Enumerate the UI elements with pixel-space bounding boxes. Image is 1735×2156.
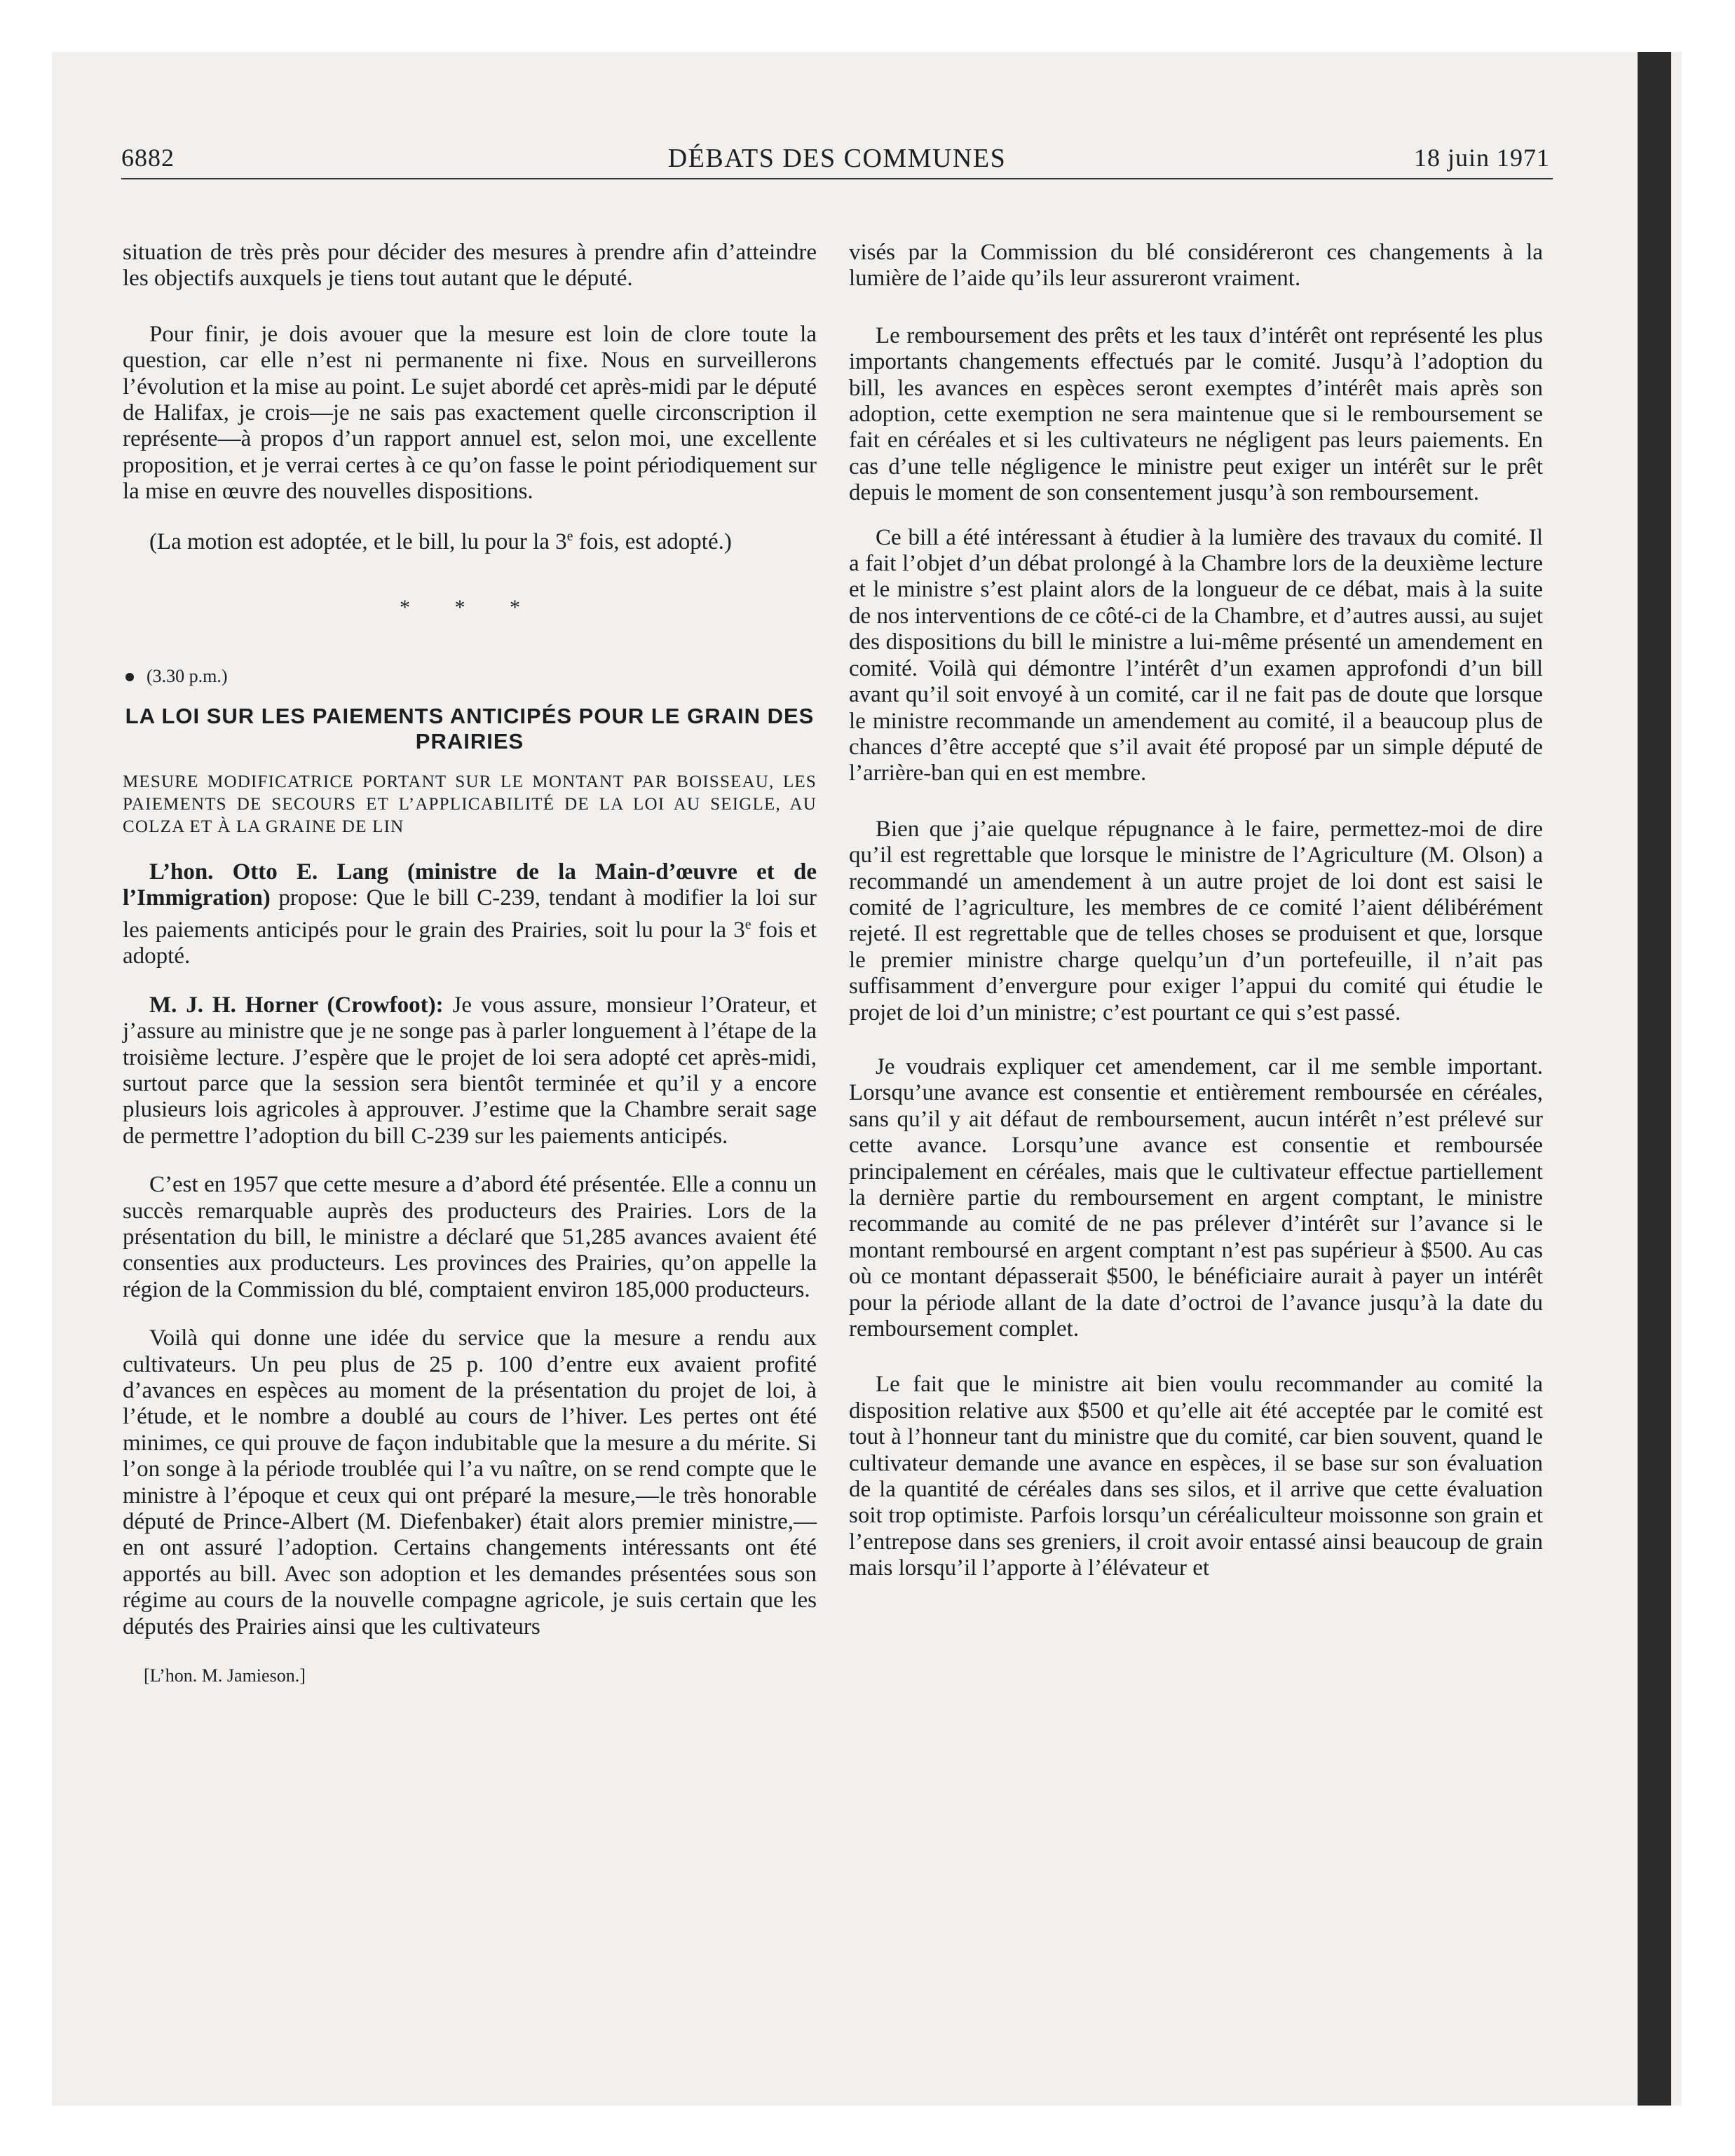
time-stamp: (3.30 p.m.) — [123, 666, 817, 687]
paragraph: C’est en 1957 que cette mesure a d’abord été présentée. Elle a connu un succès remarquable auprès des producteurs des Prairies. Lors de la présentation du bill, le ministre a déclaré que 51,285 avances avaient été consenties aux producteurs. Les provinces des Prairies, qu’on appelle la région de la Commission du blé, comptaient environ 185,000 producteurs. — [123, 1172, 817, 1302]
paragraph: Le fait que le ministre ait bien voulu recommander au comité la disposition relative aux $500 et qu’elle ait été acceptée par le comité est tout à l’honneur tant du ministre que du comité, car bien souvent, quand le cultivateur demande une avance en espèces, il se base sur son évaluation de la quantité de céréales dans ses silos, et il arrive que cette évaluation soit trop optimiste. Parfois lorsqu’un céréaliculteur moissonne son grain et l’entrepose dans ses greniers, il croit avoir entassé ainsi beaucoup de grain mais lorsqu’il l’apporte à l’élévateur et — [849, 1372, 1543, 1581]
paragraph: situation de très près pour décider des mesures à prendre afin d’atteindre les objectifs auxquels je tiens tout autant que le député. — [123, 240, 817, 292]
paragraph: Le remboursement des prêts et les taux d’intérêt ont représenté les plus importants changements effectués par le comité. Jusqu’à l’adoption du bill, les avances en espèces seront exemptes d’intérêt mais après son adoption, cette exemption ne sera maintenue que si le remboursement se fait en céréales et si les cultivateurs ne négligent pas leurs paiements. En cas d’une telle négligence le ministre peut exiger un intérêt sur le prêt depuis le moment de son consentement jusqu’à son remboursement. — [849, 322, 1543, 506]
speaker-name: L’hon. Otto E. Lang (ministre de la Main-d’œuvre et de l’Immigration) — [123, 859, 817, 911]
section-subheading: MESURE MODIFICATRICE PORTANT SUR LE MONTANT PAR BOISSEAU, LES PAIEMENTS DE SECOURS ET L’APPLICABILITÉ DE LA LOI AU SEIGLE, AU COLZA ET À LA GRAINE DE LIN — [123, 772, 817, 837]
speaker-footnote: [L’hon. M. Jamieson.] — [144, 1665, 306, 1686]
right-column — [849, 240, 1543, 1582]
left-column — [123, 240, 817, 1686]
paragraph: Je voudrais expliquer cet amendement, car il me semble important. Lorsqu’une avance est consentie et entièrement remboursée en céréales, sans qu’il y ait défaut de remboursement, aucun intérêt n’est prélevé sur cette avance. Lorsqu’une avance est consentie et remboursée principalement en céréales, mais que le cultivateur effectue partiellement la dernière partie du remboursement en argent comptant, le ministre recommande au comité de ne pas prélever d’intérêt sur l’avance si le montant remboursé en argent comptant n’est pas supérieur à $500. Au cas où ce montant dépasserait $500, le bénéficiaire aurait à payer un intérêt pour la période allant de la date d’octroi de l’avance jusqu’à la date du remboursement complet. — [849, 1053, 1543, 1342]
motion-result: (La motion est adoptée, et le bill, lu pour la 3e fois, est adopté.) — [149, 528, 732, 554]
paragraph: Ce bill a été intéressant à étudier à la lumière des travaux du comité. Il a fait l’objet d’un débat prolongé à la Chambre lors de la deuxième lecture et le ministre s’est plaint alors de la longueur de ce débat, mais à la suite de nos interventions de ce côté-ci de la Chambre, et d’autres aussi, au sujet des dispositions du bill le ministre a lui-même présenté un amendement en comité. Voilà qui démontre l’intérêt d’un examen approfondi d’un bill avant qu’il soit envoyé à un comité, car il ne fait pas de doute que lorsque le ministre recommande un amendement au comité, il a beaucoup plus de chances d’être accepté que s’il avait été proposé par un simple député de l’arrière-ban qui en est membre. — [849, 524, 1543, 786]
paragraph: M. J. H. Horner (Crowfoot): Je vous assure, monsieur l’Orateur, et j’assure au ministre que je ne songe pas à parler longuement à l’étape de la troisième lecture. J’espère que le projet de loi sera adopté cet après-midi, surtout parce que la session sera bientôt terminée et qu’il y a encore plusieurs lois agricoles à approuver. J’estime que la Chambre serait sage de permettre l’adoption du bill C-239 sur les paiements anticipés. — [123, 992, 817, 1149]
paragraph: L’hon. Otto E. Lang (ministre de la Main-d’œuvre et de l’Immigration) propose: Que le bill C-239, tendant à modifier la loi sur les paiements anticipés pour le grain des Prairies, soit lu pour la 3e fois et adopté. — [123, 859, 817, 969]
bullet-icon — [125, 673, 134, 681]
paragraph: visés par la Commission du blé considéreront ces changements à la lumière de l’aide qu’ils leur assureront vraiment. — [849, 240, 1543, 292]
section-separator: * * * — [400, 596, 540, 620]
page-date: 18 juin 1971 — [1413, 144, 1550, 172]
paragraph: Voilà qui donne une idée du service que la mesure a rendu aux cultivateurs. Un peu plus de 25 p. 100 d’entre eux avaient profité d’avances en espèces au moment de la présentation du projet de loi, à l’étude, et le nombre a doublé au cours de l’hiver. Les pertes ont été minimes, ce qui prouve de façon indubitable que la mesure a du mérite. Si l’on songe à la période troublée qui l’a vu naître, on se rend compte que le ministre à l’époque et ceux qui ont préparé la mesure,—le très honorable député de Prince-Albert (M. Diefenbaker) était alors premier ministre,—en ont assuré l’adoption. Certains changements intéressants ont été apportés au bill. Avec son adoption et les demandes présentées sous son régime au cours de la nouvelle compagne agricole, je suis certain que les députés des Prairies ainsi que les cultivateurs — [123, 1325, 817, 1639]
running-header — [121, 143, 1553, 179]
journal-title: DÉBATS DES COMMUNES — [667, 144, 1007, 173]
paragraph: Bien que j’aie quelque répugnance à le faire, permettez-moi de dire qu’il est regrettable que lorsque le ministre de l’Agriculture (M. Olson) a recommandé un amendement à un autre projet de loi dont est saisi le comité de l’agriculture, les membres de ce comité l’aient délibérément rejeté. Il est regrettable que de telles choses se produisent et que, lorsque le premier ministre charge quelqu’un d’un portefeuille, il n’ait pas suffisamment d’envergure pour exiger l’appui du comité qui étudie le projet de loi d’un ministre; c’est pourtant ce qui s’est passé. — [849, 816, 1543, 1025]
section-heading: LA LOI SUR LES PAIEMENTS ANTICIPÉS POUR LE GRAIN DES PRAIRIES — [125, 704, 815, 754]
scan-edge-bar — [1638, 52, 1671, 2106]
page-number: 6882 — [121, 144, 175, 172]
paragraph: Pour finir, je dois avouer que la mesure est loin de clore toute la question, car elle n’est ni permanente ni fixe. Nous en surveillerons l’évolution et la mise au point. Le sujet abordé cet après-midi par le député de Halifax, je crois—je ne sais pas exactement quelle circonscription il représente—à propos d’un rapport annuel est, selon moi, une excellente proposition, et je verrai certes à ce qu’on fasse le point périodiquement sur la mise en œuvre des nouvelles dispositions. — [123, 321, 817, 505]
speaker-name: M. J. H. Horner (Crowfoot): — [149, 992, 444, 1018]
